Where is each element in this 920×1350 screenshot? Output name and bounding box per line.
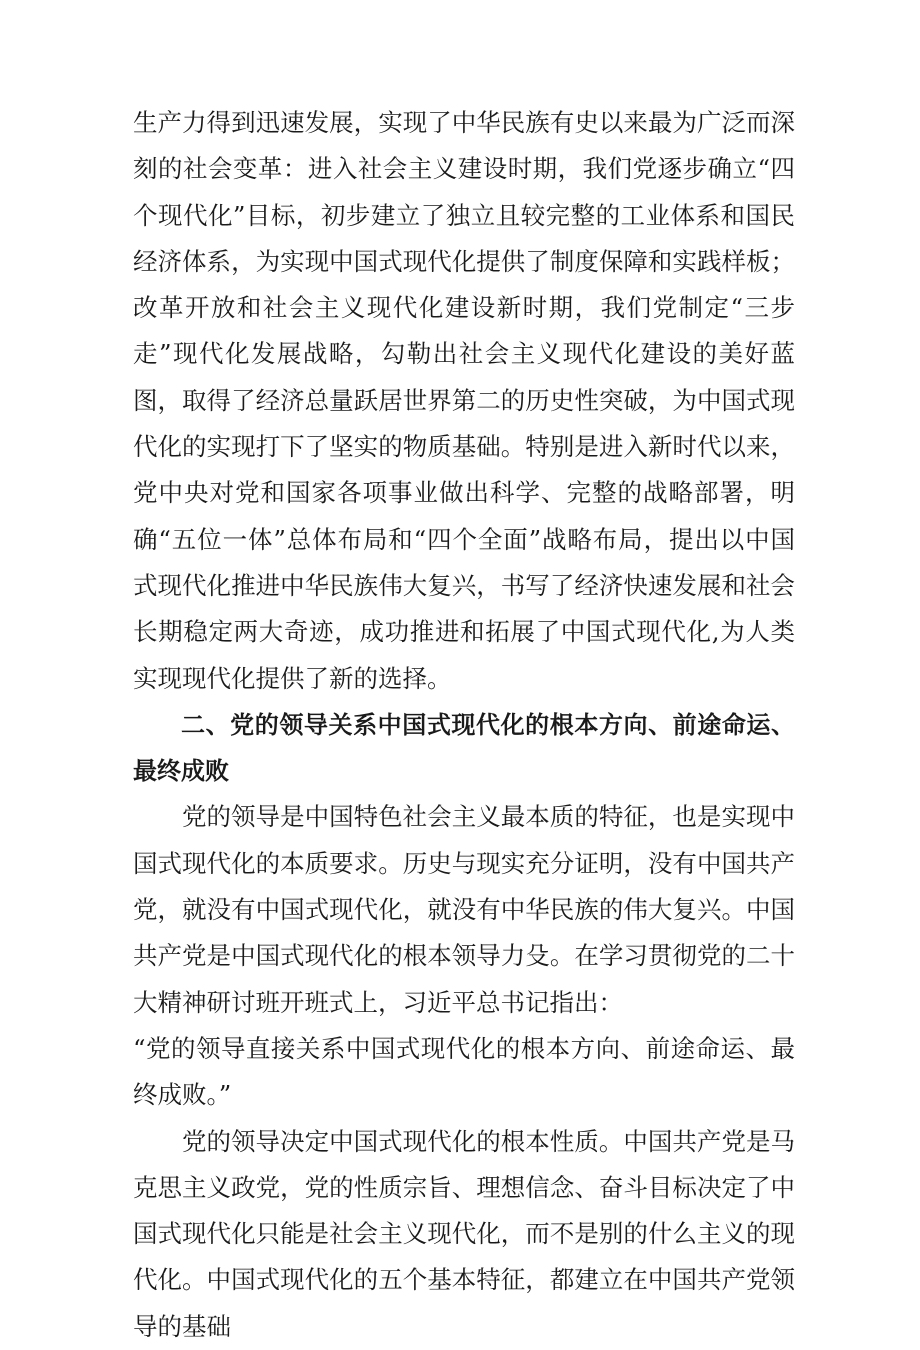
- paragraph-continuation: 生产力得到迅速发展，实现了中华民族有史以来最为广泛而深刻的社会变革：进入社会主义建设时期，我们党逐步确立“四个现代化”目标，初步建立了独立且较完整的工业体系和国民经济体系，为实现中国式现代化提供了制度保障和实践样板；改革开放和社会主义现代化建设新时期，我们党制定“三步走”现代化发展战略，勾勒出社会主义现代化建设的美好蓝图，取得了经济总量跃居世界第二的历史性突破，为中国式现代化的实现打下了坚实的物质基础。特别是进入新时代以来，党中央对党和国家各项事业做出科学、完整的战略部署，明确“五位一体”总体布局和“四个全面”战略布局，提出以中国式现代化推进中华民族伟大复兴，书写了经济快速发展和社会长期稳定两大奇迹，成功推进和拓展了中国式现代化,为人类实现现代化提供了新的选择。: [133, 108, 795, 693]
- paragraph-fundamental-nature: 党的领导决定中国式现代化的根本性质。中国共产党是马克思主义政党，党的性质宗旨、理想信念、奋斗目标决定了中国式现代化只能是社会主义现代化，而不是别的什么主义的现代化。中国式现代化的五个基本特征，都建立在中国共产党领导的基础: [133, 1126, 795, 1341]
- paragraph-party-leadership: 党的领导是中国特色社会主义最本质的特征，也是实现中国式现代化的本质要求。历史与现实充分证明，没有中国共产党，就没有中国式现代化，就没有中华民族的伟大复兴。中国共产党是中国式现代化的根本领导力殳。在学习贯彻党的二十大精神研讨班开班式上，习近平总书记指出：: [133, 802, 795, 1017]
- quotation: “党的领导直接关系中国式现代化的根本方向、前途命运、最终成败。”: [133, 1033, 795, 1110]
- document-body: [133, 100, 795, 1350]
- section-heading: 二、党的领导关系中国式现代化的根本方向、前途命运、最终成败: [133, 710, 795, 786]
